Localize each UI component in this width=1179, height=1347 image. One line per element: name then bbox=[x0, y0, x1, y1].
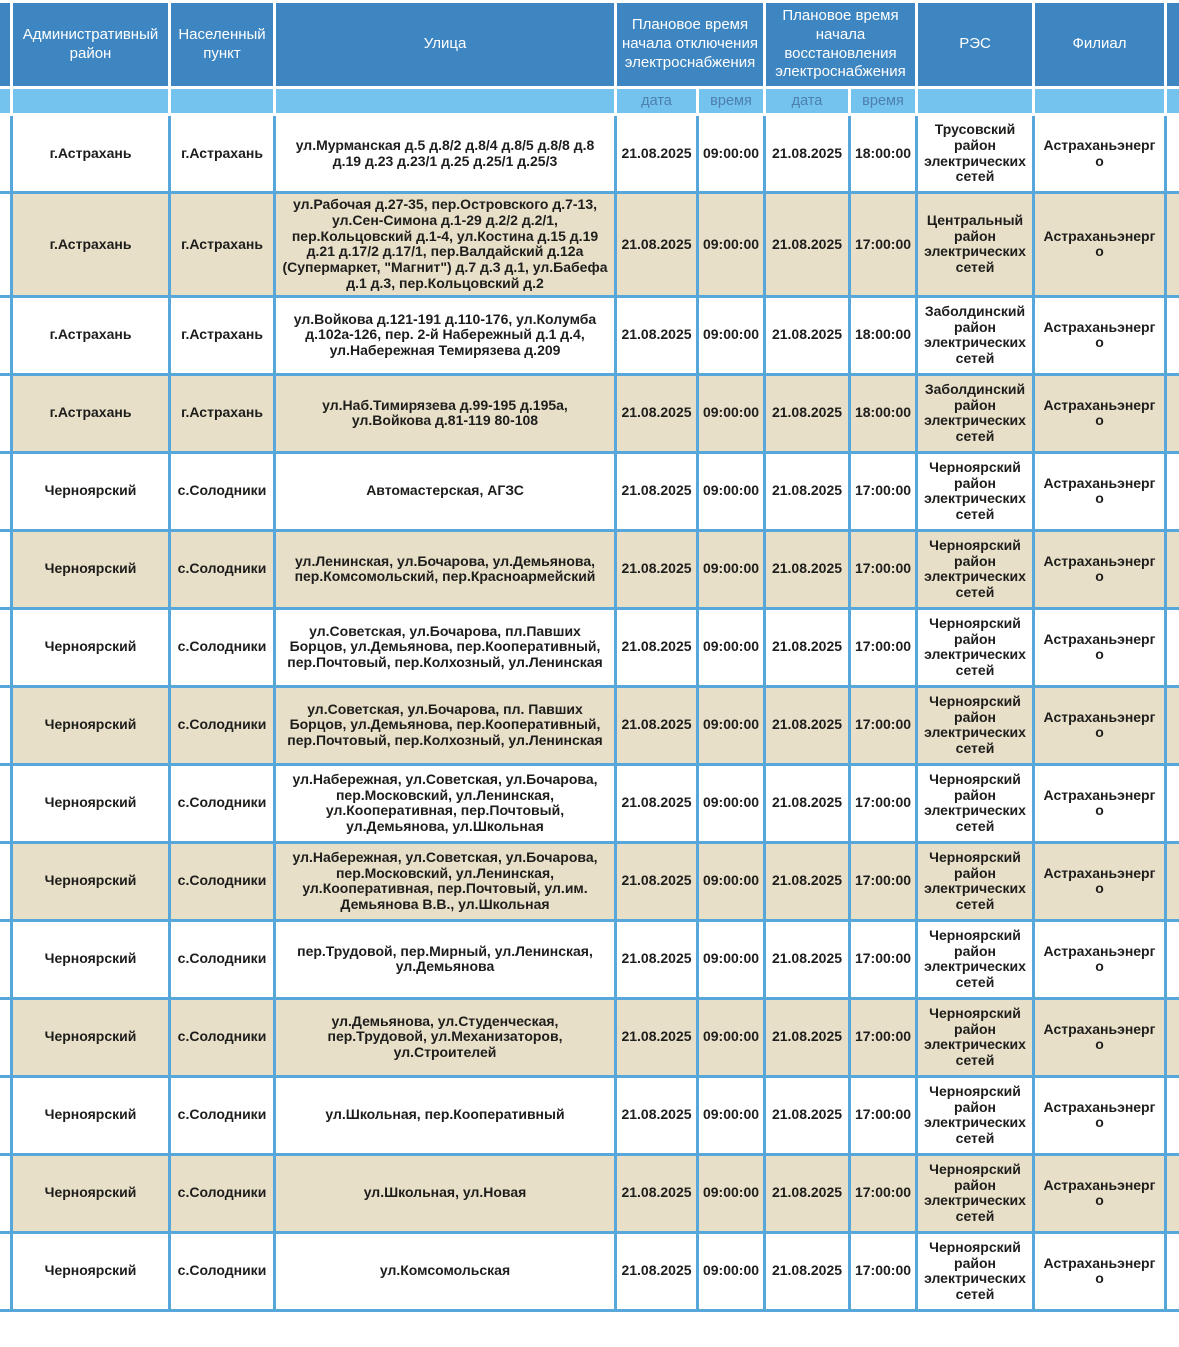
subheader-on-time: время bbox=[850, 88, 917, 115]
cell-street: ул.Войкова д.121-191 д.110-176, ул.Колумба д.102а-126, пер. 2-й Набережный д.1 д.4, ул.Набережная Темирязева д.209 bbox=[275, 296, 616, 374]
cell-on-date: 21.08.2025 bbox=[765, 608, 850, 686]
cell-off-time: 09:00:00 bbox=[698, 193, 765, 297]
cell-on-time: 17:00:00 bbox=[850, 608, 917, 686]
cell-admin: Черноярский bbox=[12, 608, 170, 686]
header-row-main bbox=[0, 2, 1179, 88]
cell-res: Черноярский район электрических сетей bbox=[917, 998, 1034, 1076]
cell-off-time: 09:00:00 bbox=[698, 920, 765, 998]
cell-res: Черноярский район электрических сетей bbox=[917, 920, 1034, 998]
cell-on-date: 21.08.2025 bbox=[765, 530, 850, 608]
cell-street: ул.Комсомольская bbox=[275, 1232, 616, 1310]
cutoff-column-left-header bbox=[0, 2, 12, 88]
cell-off-date: 21.08.2025 bbox=[616, 764, 698, 842]
cutoff-column-right-subheader bbox=[1166, 88, 1179, 115]
cell-res: Черноярский район электрических сетей bbox=[917, 608, 1034, 686]
cell-off-time: 09:00:00 bbox=[698, 1154, 765, 1232]
cell-res: Заболдинский район электрических сетей bbox=[917, 296, 1034, 374]
cutoff-column-right-cell bbox=[1166, 764, 1179, 842]
cell-settlement: с.Солодники bbox=[170, 1076, 275, 1154]
cell-on-time: 17:00:00 bbox=[850, 452, 917, 530]
cell-street: ул.Советская, ул.Бочарова, пл. Павших Борцов, ул.Демьянова, пер.Кооперативный, пер.Почтовый, пер.Колхозный, ул.Ленинская bbox=[275, 686, 616, 764]
cell-off-date: 21.08.2025 bbox=[616, 842, 698, 920]
col-header-branch: Филиал bbox=[1034, 2, 1166, 88]
cutoff-column-right-cell bbox=[1166, 374, 1179, 452]
cell-street: пер.Трудовой, пер.Мирный, ул.Ленинская, ул.Демьянова bbox=[275, 920, 616, 998]
cell-branch: Астраханьэнерго bbox=[1034, 608, 1166, 686]
cell-on-date: 21.08.2025 bbox=[765, 1076, 850, 1154]
cell-res: Черноярский район электрических сетей bbox=[917, 1076, 1034, 1154]
cell-on-time: 18:00:00 bbox=[850, 115, 917, 193]
table-row bbox=[0, 608, 1179, 686]
cell-street: ул.Советская, ул.Бочарова, пл.Павших Борцов, ул.Демьянова, пер.Кооперативный, пер.Почтовый, пер.Колхозный, ул.Ленинская bbox=[275, 608, 616, 686]
table-body bbox=[0, 115, 1179, 1311]
table-row bbox=[0, 452, 1179, 530]
cell-res: Центральный район электрических сетей bbox=[917, 193, 1034, 297]
cutoff-column-right-cell bbox=[1166, 193, 1179, 297]
cell-branch: Астраханьэнерго bbox=[1034, 842, 1166, 920]
cell-admin: Черноярский bbox=[12, 920, 170, 998]
cell-on-time: 17:00:00 bbox=[850, 920, 917, 998]
cell-on-date: 21.08.2025 bbox=[765, 1232, 850, 1310]
cell-branch: Астраханьэнерго bbox=[1034, 452, 1166, 530]
cell-settlement: с.Солодники bbox=[170, 842, 275, 920]
cell-on-date: 21.08.2025 bbox=[765, 1154, 850, 1232]
cell-admin: г.Астрахань bbox=[12, 296, 170, 374]
cell-res: Трусовский район электрических сетей bbox=[917, 115, 1034, 193]
subheader-empty-branch bbox=[1034, 88, 1166, 115]
cell-on-time: 17:00:00 bbox=[850, 1076, 917, 1154]
cell-on-date: 21.08.2025 bbox=[765, 920, 850, 998]
cell-admin: Черноярский bbox=[12, 530, 170, 608]
cutoff-column-left-cell bbox=[0, 530, 12, 608]
cell-off-date: 21.08.2025 bbox=[616, 374, 698, 452]
cell-admin: Черноярский bbox=[12, 1232, 170, 1310]
cell-branch: Астраханьэнерго bbox=[1034, 920, 1166, 998]
cell-settlement: с.Солодники bbox=[170, 530, 275, 608]
cutoff-column-left-cell bbox=[0, 998, 12, 1076]
cutoff-column-left-cell bbox=[0, 920, 12, 998]
cell-street: Автомастерская, АГЗС bbox=[275, 452, 616, 530]
subheader-empty-street bbox=[275, 88, 616, 115]
cell-street: ул.Мурманская д.5 д.8/2 д.8/4 д.8/5 д.8/8 д.8 д.19 д.23 д.23/1 д.25 д.25/1 д.25/3 bbox=[275, 115, 616, 193]
table-row bbox=[0, 374, 1179, 452]
cell-off-date: 21.08.2025 bbox=[616, 530, 698, 608]
subheader-on-date: дата bbox=[765, 88, 850, 115]
cell-branch: Астраханьэнерго bbox=[1034, 296, 1166, 374]
cell-off-time: 09:00:00 bbox=[698, 1076, 765, 1154]
cell-off-date: 21.08.2025 bbox=[616, 1076, 698, 1154]
cutoff-column-right-cell bbox=[1166, 115, 1179, 193]
cell-res: Черноярский район электрических сетей bbox=[917, 686, 1034, 764]
cell-admin: г.Астрахань bbox=[12, 193, 170, 297]
cell-on-time: 17:00:00 bbox=[850, 686, 917, 764]
cell-on-time: 17:00:00 bbox=[850, 530, 917, 608]
cell-on-time: 18:00:00 bbox=[850, 296, 917, 374]
cell-off-time: 09:00:00 bbox=[698, 452, 765, 530]
cutoff-column-right-header bbox=[1166, 2, 1179, 88]
col-header-planned-restoration-start: Плановое время начала восстановления электроснабжения bbox=[765, 2, 917, 88]
cell-off-time: 09:00:00 bbox=[698, 608, 765, 686]
cutoff-column-right-cell bbox=[1166, 842, 1179, 920]
subheader-empty-admin bbox=[12, 88, 170, 115]
cell-street: ул.Ленинская, ул.Бочарова, ул.Демьянова, пер.Комсомольский, пер.Красноармейский bbox=[275, 530, 616, 608]
cell-off-date: 21.08.2025 bbox=[616, 686, 698, 764]
cell-on-time: 17:00:00 bbox=[850, 1232, 917, 1310]
cell-res: Черноярский район электрических сетей bbox=[917, 530, 1034, 608]
cell-on-date: 21.08.2025 bbox=[765, 374, 850, 452]
cell-settlement: с.Солодники bbox=[170, 452, 275, 530]
cell-off-date: 21.08.2025 bbox=[616, 115, 698, 193]
cell-branch: Астраханьэнерго bbox=[1034, 374, 1166, 452]
cell-on-date: 21.08.2025 bbox=[765, 764, 850, 842]
subheader-off-date: дата bbox=[616, 88, 698, 115]
cell-off-time: 09:00:00 bbox=[698, 115, 765, 193]
cell-settlement: г.Астрахань bbox=[170, 296, 275, 374]
cell-branch: Астраханьэнерго bbox=[1034, 115, 1166, 193]
col-header-admin-district: Административный район bbox=[12, 2, 170, 88]
table-row bbox=[0, 998, 1179, 1076]
cell-admin: Черноярский bbox=[12, 842, 170, 920]
cell-admin: г.Астрахань bbox=[12, 374, 170, 452]
cell-on-date: 21.08.2025 bbox=[765, 296, 850, 374]
table-row bbox=[0, 1232, 1179, 1310]
cell-branch: Астраханьэнерго bbox=[1034, 998, 1166, 1076]
cutoff-column-right-cell bbox=[1166, 998, 1179, 1076]
cutoff-column-right-cell bbox=[1166, 1232, 1179, 1310]
cutoff-column-right-cell bbox=[1166, 530, 1179, 608]
cell-on-date: 21.08.2025 bbox=[765, 193, 850, 297]
cutoff-column-left-cell bbox=[0, 296, 12, 374]
cell-off-date: 21.08.2025 bbox=[616, 1154, 698, 1232]
cell-branch: Астраханьэнерго bbox=[1034, 193, 1166, 297]
col-header-res: РЭС bbox=[917, 2, 1034, 88]
cell-off-time: 09:00:00 bbox=[698, 764, 765, 842]
cell-branch: Астраханьэнерго bbox=[1034, 1232, 1166, 1310]
cell-settlement: с.Солодники bbox=[170, 920, 275, 998]
cutoff-column-left-cell bbox=[0, 374, 12, 452]
cutoff-column-right-cell bbox=[1166, 686, 1179, 764]
cutoff-column-right-cell bbox=[1166, 452, 1179, 530]
cell-settlement: г.Астрахань bbox=[170, 115, 275, 193]
cell-branch: Астраханьэнерго bbox=[1034, 1076, 1166, 1154]
cell-off-time: 09:00:00 bbox=[698, 686, 765, 764]
cell-admin: Черноярский bbox=[12, 686, 170, 764]
cutoff-column-left-cell bbox=[0, 1154, 12, 1232]
cell-off-time: 09:00:00 bbox=[698, 998, 765, 1076]
cell-res: Черноярский район электрических сетей bbox=[917, 1232, 1034, 1310]
cell-settlement: г.Астрахань bbox=[170, 374, 275, 452]
cell-street: ул.Школьная, ул.Новая bbox=[275, 1154, 616, 1232]
cutoff-column-left-cell bbox=[0, 686, 12, 764]
cell-admin: Черноярский bbox=[12, 1076, 170, 1154]
col-header-settlement: Населенный пункт bbox=[170, 2, 275, 88]
header-row-sub bbox=[0, 88, 1179, 115]
cell-on-date: 21.08.2025 bbox=[765, 998, 850, 1076]
cutoff-column-right-cell bbox=[1166, 1076, 1179, 1154]
cell-off-time: 09:00:00 bbox=[698, 842, 765, 920]
cell-settlement: с.Солодники bbox=[170, 1154, 275, 1232]
cell-on-time: 17:00:00 bbox=[850, 764, 917, 842]
cell-street: ул.Рабочая д.27-35, пер.Островского д.7-13, ул.Сен-Симона д.1-29 д.2/2 д.2/1, пер.Кольцовский д.1-4, ул.Костина д.15 д.19 д.21 д.17/2 д.17/1, пер.Валдайский д.12а (Супермаркет, "Магнит") д.7 д.3 д.1, ул.Бабефа д.1 д.3, пер.Кольцовский д.2 bbox=[275, 193, 616, 297]
cell-off-time: 09:00:00 bbox=[698, 1232, 765, 1310]
cutoff-column-left-cell bbox=[0, 764, 12, 842]
cell-settlement: с.Солодники bbox=[170, 686, 275, 764]
cell-on-date: 21.08.2025 bbox=[765, 686, 850, 764]
cell-off-date: 21.08.2025 bbox=[616, 452, 698, 530]
table-row bbox=[0, 193, 1179, 297]
cell-settlement: с.Солодники bbox=[170, 764, 275, 842]
cell-street: ул.Набережная, ул.Советская, ул.Бочарова, пер.Московский, ул.Ленинская, ул.Кооперативная, пер.Почтовый, ул.Демьянова, ул.Школьная bbox=[275, 764, 616, 842]
cell-branch: Астраханьэнерго bbox=[1034, 1154, 1166, 1232]
cell-settlement: с.Солодники bbox=[170, 608, 275, 686]
cell-branch: Астраханьэнерго bbox=[1034, 686, 1166, 764]
cell-off-time: 09:00:00 bbox=[698, 530, 765, 608]
cell-admin: Черноярский bbox=[12, 1154, 170, 1232]
cell-off-date: 21.08.2025 bbox=[616, 296, 698, 374]
cell-on-time: 17:00:00 bbox=[850, 998, 917, 1076]
cell-settlement: с.Солодники bbox=[170, 1232, 275, 1310]
cell-off-date: 21.08.2025 bbox=[616, 998, 698, 1076]
cell-off-date: 21.08.2025 bbox=[616, 608, 698, 686]
cell-off-time: 09:00:00 bbox=[698, 296, 765, 374]
cell-admin: Черноярский bbox=[12, 452, 170, 530]
cell-street: ул.Демьянова, ул.Студенческая, пер.Трудовой, ул.Механизаторов, ул.Строителей bbox=[275, 998, 616, 1076]
cell-on-time: 17:00:00 bbox=[850, 842, 917, 920]
table-row bbox=[0, 115, 1179, 193]
cell-settlement: с.Солодники bbox=[170, 998, 275, 1076]
cutoff-column-left-cell bbox=[0, 115, 12, 193]
cell-branch: Астраханьэнерго bbox=[1034, 764, 1166, 842]
subheader-off-time: время bbox=[698, 88, 765, 115]
table-row bbox=[0, 842, 1179, 920]
cell-on-date: 21.08.2025 bbox=[765, 842, 850, 920]
cutoff-column-left-cell bbox=[0, 608, 12, 686]
cutoff-column-right-cell bbox=[1166, 296, 1179, 374]
cutoff-column-right-cell bbox=[1166, 1154, 1179, 1232]
table-row bbox=[0, 764, 1179, 842]
cell-on-time: 17:00:00 bbox=[850, 193, 917, 297]
cutoff-column-left-cell bbox=[0, 1076, 12, 1154]
cutoff-column-left-cell bbox=[0, 1232, 12, 1310]
subheader-empty-settlement bbox=[170, 88, 275, 115]
cell-res: Черноярский район электрических сетей bbox=[917, 764, 1034, 842]
table-row bbox=[0, 920, 1179, 998]
table-row bbox=[0, 296, 1179, 374]
cell-off-date: 21.08.2025 bbox=[616, 1232, 698, 1310]
cell-res: Черноярский район электрических сетей bbox=[917, 452, 1034, 530]
cell-street: ул.Школьная, пер.Кооперативный bbox=[275, 1076, 616, 1154]
cell-off-date: 21.08.2025 bbox=[616, 920, 698, 998]
cell-settlement: г.Астрахань bbox=[170, 193, 275, 297]
cutoff-column-left-subheader bbox=[0, 88, 12, 115]
table-row bbox=[0, 1154, 1179, 1232]
cell-street: ул.Набережная, ул.Советская, ул.Бочарова, пер.Московский, ул.Ленинская, ул.Кооперативная, пер.Почтовый, ул.им. Демьянова В.В., ул.Школьная bbox=[275, 842, 616, 920]
cell-on-date: 21.08.2025 bbox=[765, 115, 850, 193]
cell-admin: г.Астрахань bbox=[12, 115, 170, 193]
col-header-street: Улица bbox=[275, 2, 616, 88]
cell-admin: Черноярский bbox=[12, 764, 170, 842]
cell-on-time: 17:00:00 bbox=[850, 1154, 917, 1232]
cell-street: ул.Наб.Тимирязева д.99-195 д.195а, ул.Войкова д.81-119 80-108 bbox=[275, 374, 616, 452]
table-row bbox=[0, 1076, 1179, 1154]
cell-branch: Астраханьэнерго bbox=[1034, 530, 1166, 608]
cell-res: Черноярский район электрических сетей bbox=[917, 1154, 1034, 1232]
cutoff-column-left-cell bbox=[0, 842, 12, 920]
cell-off-date: 21.08.2025 bbox=[616, 193, 698, 297]
cutoff-column-left-cell bbox=[0, 193, 12, 297]
cutoff-column-right-cell bbox=[1166, 920, 1179, 998]
col-header-planned-outage-start: Плановое время начала отключения электроснабжения bbox=[616, 2, 765, 88]
cutoff-column-left-cell bbox=[0, 452, 12, 530]
subheader-empty-res bbox=[917, 88, 1034, 115]
table-row bbox=[0, 686, 1179, 764]
cell-res: Черноярский район электрических сетей bbox=[917, 842, 1034, 920]
cell-res: Заболдинский район электрических сетей bbox=[917, 374, 1034, 452]
table-row bbox=[0, 530, 1179, 608]
cutoff-column-right-cell bbox=[1166, 608, 1179, 686]
cell-off-time: 09:00:00 bbox=[698, 374, 765, 452]
cell-admin: Черноярский bbox=[12, 998, 170, 1076]
table-header bbox=[0, 2, 1179, 115]
cell-on-time: 18:00:00 bbox=[850, 374, 917, 452]
cell-on-date: 21.08.2025 bbox=[765, 452, 850, 530]
